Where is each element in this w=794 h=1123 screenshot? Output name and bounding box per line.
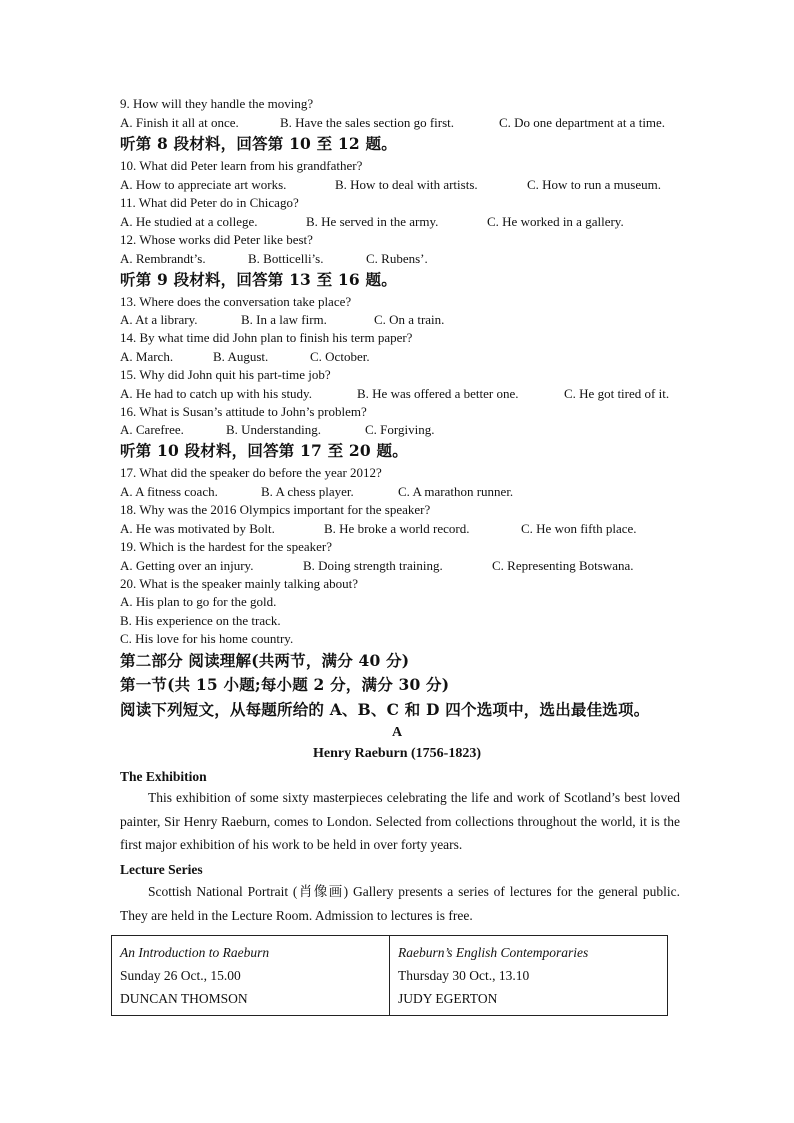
question-10: 10. What did Peter learn from his grandfather?: [120, 158, 363, 173]
q15-option-b: B. He was offered a better one.: [357, 386, 519, 401]
section-8-heading: 听第 8 段材料，回答第 10 至 12 题。: [120, 134, 397, 153]
section-9-heading: 听第 9 段材料，回答第 13 至 16 题。: [120, 270, 397, 289]
lecture-heading: Lecture Series: [120, 862, 203, 877]
q16-option-c: C. Forgiving.: [365, 422, 435, 437]
q17-option-b: B. A chess player.: [261, 484, 354, 499]
lecture-text: Scottish National Portrait (肖像画) Gallery presents a series of lectures for the general public. They are held in the Lecture Room. Admission to lectures is free.: [120, 884, 680, 923]
q18-option-c: C. He won fifth place.: [521, 521, 637, 536]
q16-option-a: A. Carefree.: [120, 422, 184, 437]
q10-option-a: A. How to appreciate art works.: [120, 177, 287, 192]
question-12: 12. Whose works did Peter like best?: [120, 232, 313, 247]
q9-option-a: A. Finish it all at once.: [120, 115, 239, 130]
q10-option-c: C. How to run a museum.: [527, 177, 661, 192]
q12-option-c: C. Rubens’.: [366, 251, 428, 266]
q9-option-b: B. Have the sales section go first.: [280, 115, 455, 130]
question-19: 19. Which is the hardest for the speaker?: [120, 539, 333, 554]
question-13: 13. Where does the conversation take place?: [120, 294, 352, 309]
passage-letter: A: [391, 725, 403, 740]
reading-instruction: 阅读下列短文，从每题所给的 A、B、C 和 D 四个选项中，选出最佳选项。: [120, 700, 650, 719]
exhibition-text: This exhibition of some sixty masterpieces celebrating the life and work of Scotland’s best loved painter, Sir Henry Raeburn, comes to London. Selected from collections throughout the world, it is the first major exhibition of his work to be held in over forty years.: [120, 790, 680, 852]
section-1-title: 第一节(共 15 小题;每小题 2 分，满分 30 分): [120, 675, 450, 694]
question-15: 15. Why did John quit his part-time job?: [120, 367, 331, 382]
q11-option-c: C. He worked in a gallery.: [487, 214, 624, 229]
passage-title: Henry Raeburn (1756-1823): [313, 746, 481, 761]
section-10-heading: 听第 10 段材料，回答第 17 至 20 题。: [120, 441, 408, 460]
exhibition-heading: The Exhibition: [120, 769, 207, 784]
lecture-1-speaker: DUNCAN THOMSON: [120, 991, 248, 1006]
exhibition-paragraph: [120, 786, 680, 857]
lecture-2-speaker: JUDY EGERTON: [398, 991, 498, 1006]
lecture-table: [111, 935, 668, 1016]
lecture-2-time: Thursday 30 Oct., 13.10: [398, 968, 530, 983]
q11-option-a: A. He studied at a college.: [120, 214, 258, 229]
q16-option-b: B. Understanding.: [226, 422, 321, 437]
q11-option-b: B. He served in the army.: [306, 214, 439, 229]
q15-option-c: C. He got tired of it.: [564, 386, 670, 401]
q13-option-a: A. At a library.: [120, 312, 198, 327]
part-2-title: 第二部分 阅读理解(共两节，满分 40 分): [120, 651, 410, 670]
q19-option-b: B. Doing strength training.: [303, 558, 443, 573]
q20-option-b: B. His experience on the track.: [120, 613, 281, 628]
q19-option-c: C. Representing Botswana.: [492, 558, 634, 573]
q13-option-c: C. On a train.: [374, 312, 445, 327]
q19-option-a: A. Getting over an injury.: [120, 558, 254, 573]
q17-option-a: A. A fitness coach.: [120, 484, 218, 499]
question-11: 11. What did Peter do in Chicago?: [120, 195, 299, 210]
lecture-paragraph: [120, 880, 680, 927]
lecture-1-time: Sunday 26 Oct., 15.00: [120, 968, 241, 983]
question-16: 16. What is Susan’s attitude to John’s problem?: [120, 404, 367, 419]
lecture-1-title: An Introduction to Raeburn: [120, 945, 270, 960]
lecture-cell-2: [390, 936, 668, 1016]
q10-option-b: B. How to deal with artists.: [335, 177, 478, 192]
q18-option-a: A. He was motivated by Bolt.: [120, 521, 275, 536]
q14-option-b: B. August.: [213, 349, 269, 364]
q9-option-c: C. Do one department at a time.: [499, 115, 666, 130]
q18-option-b: B. He broke a world record.: [324, 521, 470, 536]
question-9: 9. How will they handle the moving?: [120, 96, 314, 111]
q17-option-c: C. A marathon runner.: [398, 484, 514, 499]
table-row: [112, 936, 668, 1016]
q15-option-a: A. He had to catch up with his study.: [120, 386, 312, 401]
lecture-cell-1: [112, 936, 390, 1016]
q20-option-a: A. His plan to go for the gold.: [120, 594, 277, 609]
question-18: 18. Why was the 2016 Olympics important for the speaker?: [120, 502, 431, 517]
question-20: 20. What is the speaker mainly talking about?: [120, 576, 359, 591]
question-14: 14. By what time did John plan to finish his term paper?: [120, 330, 413, 345]
q13-option-b: B. In a law firm.: [241, 312, 327, 327]
q20-option-c: C. His love for his home country.: [120, 631, 294, 646]
lecture-2-title: Raeburn’s English Contemporaries: [398, 945, 589, 960]
q14-option-a: A. March.: [120, 349, 174, 364]
q12-option-b: B. Botticelli’s.: [248, 251, 324, 266]
q14-option-c: C. October.: [310, 349, 370, 364]
q12-option-a: A. Rembrandt’s.: [120, 251, 206, 266]
question-17: 17. What did the speaker do before the year 2012?: [120, 465, 382, 480]
